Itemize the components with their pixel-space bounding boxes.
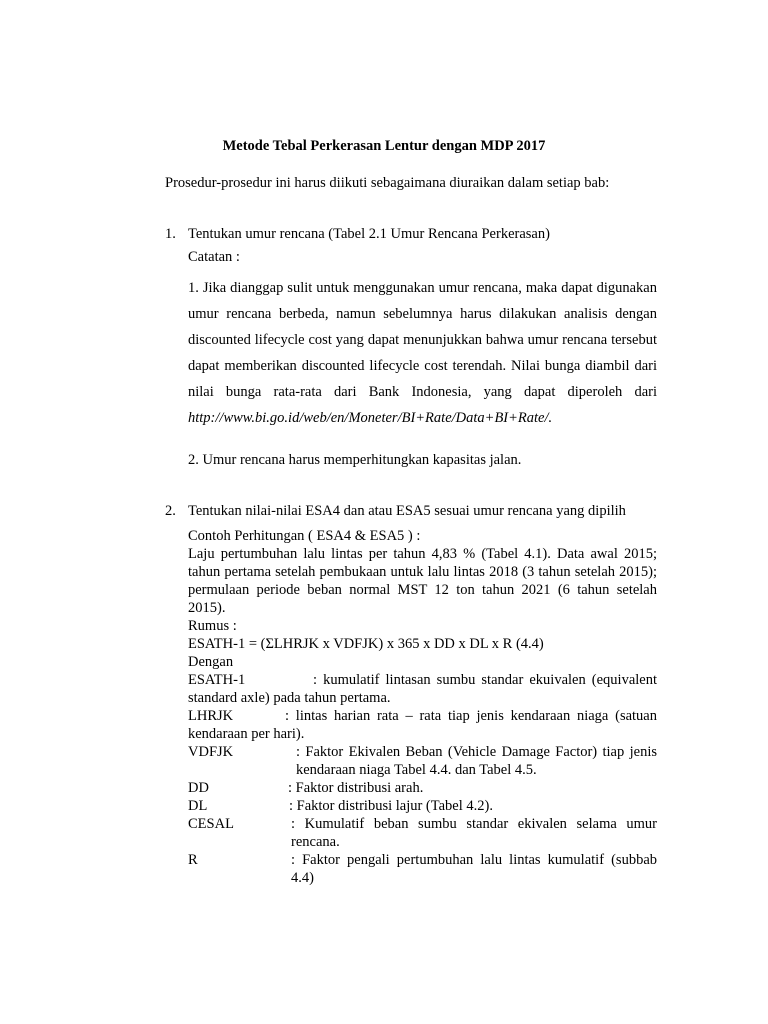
growth-paragraph: Laju pertumbuhan lalu lintas per tahun 4,83 % (Tabel 4.1). Data awal 2015; tahun pertama setelah pembukaan untuk lalu lintas 2018 (3 tahun setelah 2015); permulaan periode beban normal MST 12 ton tahun 2021 (6 tahun setelah 2015). [188,546,657,616]
definition-dl [188,797,657,815]
rumus-label: Rumus : [188,618,237,634]
definition-term: VDFJK [188,744,234,760]
document-title: Metode Tebal Perkerasan Lentur dengan MDP 2017 [222,138,546,154]
definition-desc: : Faktor Ekivalen Beban (Vehicle Damage Factor) tiap jenis kendaraan niaga Tabel 4.4. dan Tabel 4.5. [296,744,657,778]
definition-term: R [188,852,198,868]
definition-desc: : Faktor distribusi lajur (Tabel 4.2). [289,798,493,814]
dengan-label: Dengan [188,654,234,670]
definition-cesal [188,815,657,851]
definition-term: LHRJK [188,708,234,724]
definition-desc: : Faktor distribusi arah. [288,780,424,796]
step2-number: 2. [165,503,176,519]
bi-rate-link[interactable]: http://www.bi.go.id/web/en/Moneter/BI+Rate/Data+BI+Rate/. [188,410,553,426]
example-title: Contoh Perhitungan ( ESA4 & ESA5 ) : [188,528,421,544]
definition-term: DD [188,780,209,796]
definition-desc: : Kumulatif beban sumbu standar ekivalen selama umur rencana. [291,816,657,850]
step2-text: Tentukan nilai-nilai ESA4 dan atau ESA5 sesuai umur rencana yang dipilih [188,503,626,519]
definition-r [188,851,657,887]
catatan-label: Catatan : [188,249,240,265]
intro-paragraph: Prosedur-prosedur ini harus diikuti sebagaimana diuraikan dalam setiap bab: [165,175,610,191]
definition-esath [188,671,657,707]
step1-text: Tentukan umur rencana (Tabel 2.1 Umur Rencana Perkerasan) [188,226,550,242]
definition-dd [188,779,657,797]
definition-desc: : lintas harian rata – rata tiap jenis kendaraan niaga (satuan kendaraan per hari). [188,708,657,742]
note1-paragraph [188,275,657,431]
note1-text: 1. Jika dianggap sulit untuk menggunakan umur rencana, maka dapat digunakan umur rencana berbeda, namun sebelumnya harus dilakukan analisis dengan discounted lifecycle cost yang dapat menunjukkan bahwa umur rencana tersebut dapat memberikan discounted lifecycle cost terendah. Nilai bunga diambil dari nilai bunga rata-rata dari Bank Indonesia, yang dapat diperoleh dari [188,280,657,400]
definition-term: CESAL [188,816,234,832]
formula: ESATH-1 = (ΣLHRJK x VDFJK) x 365 x DD x DL x R (4.4) [188,636,544,652]
definition-lhrjk [188,707,657,743]
definition-desc: : kumulatif lintasan sumbu standar ekuivalen (equivalent standard axle) pada tahun pertama. [188,672,657,706]
example-calculation [188,527,657,887]
definition-desc: : Faktor pengali pertumbuhan lalu lintas kumulatif (subbab 4.4) [291,852,657,886]
definition-term: DL [188,798,208,814]
definition-vdfjk [188,743,657,779]
step1-number: 1. [165,226,176,242]
note2-paragraph: 2. Umur rencana harus memperhitungkan kapasitas jalan. [188,452,522,468]
definition-term: ESATH-1 [188,672,246,688]
